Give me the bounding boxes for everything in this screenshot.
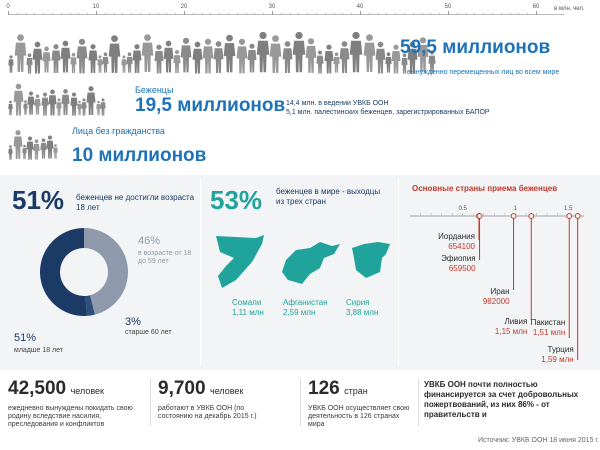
origin-country-value: 3,88 млн — [346, 308, 379, 317]
ruler-tick-label: 40 — [356, 4, 364, 10]
displaced-label: вынужденно перемещенных лиц во всем мире — [407, 69, 560, 76]
ruler-minor-tick — [175, 13, 176, 15]
host-axis-tick-label: 0.5 — [458, 206, 467, 212]
host-country-value: 1,15 млн — [494, 327, 528, 336]
ruler-tick-label: 10 — [92, 4, 100, 10]
ruler-minor-tick — [26, 13, 27, 15]
donut-slice-children — [40, 228, 87, 316]
host-country-name: Пакистан — [530, 318, 566, 327]
person-silhouette-icon — [42, 45, 51, 74]
stat4-text: УВКБ ООН почти полностью финансируется за счет добровольных пожертвований, из них 86% - от правительств и — [424, 380, 579, 419]
stat-divider-3 — [418, 378, 419, 426]
ruler-tick — [96, 11, 97, 15]
host-country-dot — [477, 214, 482, 219]
ruler-minor-tick — [78, 13, 79, 15]
host-title: Основные страны приема беженцев — [412, 184, 558, 193]
refugees-note-2: 5,1 млн. палестинских беженцев, зарегистрированных БАПОР — [286, 109, 490, 116]
age-donut-chart — [38, 226, 130, 318]
host-country-value: 1,59 млн — [541, 355, 574, 364]
origin-country-value: 1,11 млн — [232, 308, 264, 317]
person-silhouette-icon — [61, 88, 70, 116]
host-country-name: Турция — [547, 345, 574, 354]
person-silhouette-icon — [180, 36, 192, 74]
person-silhouette-icon — [76, 38, 88, 74]
ruler-minor-tick — [298, 13, 299, 15]
ruler-ticks — [8, 4, 564, 18]
ruler-tick — [536, 11, 537, 15]
age-label: беженцев не достигли возраста 18 лет — [76, 193, 195, 212]
stat-divider-1 — [150, 378, 151, 426]
stat3-unit: стран — [344, 386, 368, 396]
ruler-minor-tick — [158, 13, 159, 15]
host-country-name: Иран — [490, 287, 510, 296]
ruler-minor-tick — [281, 13, 282, 15]
displaced-value: 59,5 миллионов — [400, 37, 551, 58]
ruler-tick-label: 0 — [6, 4, 10, 10]
scale-ruler — [8, 4, 596, 18]
refugees-value: 19,5 миллионов — [135, 95, 286, 116]
ruler-minor-tick — [386, 13, 387, 15]
stateless-people-silhouettes — [8, 128, 57, 160]
somalia-map-icon — [212, 232, 268, 292]
ruler-minor-tick — [202, 13, 203, 15]
person-silhouette-icon — [292, 30, 306, 74]
displaced-people-silhouettes — [8, 30, 436, 74]
origin-country-name: Сирия — [346, 298, 370, 307]
ruler-minor-tick — [70, 13, 71, 15]
ruler-minor-tick — [52, 13, 53, 15]
person-silhouette-icon — [141, 32, 154, 74]
age-children-percent: 51% — [14, 332, 37, 344]
ruler-minor-tick — [466, 13, 467, 15]
age-adults-label: в возрасте от 18 до 59 лет — [138, 250, 192, 265]
host-country-name: Эфиопия — [441, 254, 476, 263]
origin-percent: 53% — [210, 185, 263, 215]
stat3-text: УВКБ ООН осуществляет свою деятельность в 126 странах мира — [308, 405, 410, 428]
host-country-value: 654100 — [448, 242, 475, 251]
host-country-name: Иордания — [438, 232, 475, 241]
refugee-people-silhouettes — [8, 82, 105, 116]
ruler-minor-tick — [316, 13, 317, 15]
host-country-dot — [575, 214, 580, 219]
age-elderly-percent: 3% — [125, 316, 141, 328]
ruler-tick — [272, 11, 273, 15]
ruler-minor-tick — [193, 13, 194, 15]
ruler-minor-tick — [166, 13, 167, 15]
person-silhouette-icon — [108, 34, 121, 74]
stat-staff — [158, 378, 296, 421]
host-axis-tick-label: 1.5 — [564, 206, 573, 212]
host-axis-tick-label: 1 — [513, 206, 518, 212]
ruler-minor-tick — [518, 13, 519, 15]
stat-funding — [424, 380, 592, 424]
person-silhouette-icon — [316, 50, 324, 74]
ruler-minor-tick — [342, 13, 343, 15]
age-elderly-label: старше 60 лет — [125, 329, 172, 336]
ruler-minor-tick — [483, 13, 484, 15]
ruler-minor-tick — [237, 13, 238, 15]
host-country-dot — [511, 214, 516, 219]
ruler-minor-tick — [122, 13, 123, 15]
person-silhouette-icon — [223, 33, 236, 74]
origin-country-value: 2,59 млн — [283, 308, 316, 317]
ruler-minor-tick — [492, 13, 493, 15]
ruler-minor-tick — [114, 13, 115, 15]
divider-2 — [398, 178, 399, 366]
ruler-minor-tick — [351, 13, 352, 15]
ruler-tick-label: 20 — [180, 4, 188, 10]
ruler-unit: в млн. чел. — [554, 6, 585, 12]
stat1-unit: человек — [70, 386, 104, 396]
host-country-value: 659500 — [448, 264, 476, 273]
age-percent: 51% — [12, 185, 65, 215]
origin-country-name: Афганистан — [283, 298, 328, 307]
host-country-value: 1,51 млн — [532, 328, 566, 337]
person-silhouette-icon — [53, 143, 58, 160]
ruler-minor-tick — [404, 13, 405, 15]
ruler-minor-tick — [105, 13, 106, 15]
ruler-minor-tick — [210, 13, 211, 15]
ruler-minor-tick — [422, 13, 423, 15]
stat1-value: 42,500 — [8, 378, 67, 399]
person-silhouette-icon — [349, 30, 363, 74]
afghanistan-map-icon — [280, 240, 342, 286]
ruler-minor-tick — [263, 13, 264, 15]
ruler-minor-tick — [378, 13, 379, 15]
origin-country-name: Сомали — [232, 298, 262, 307]
ruler-tick — [448, 11, 449, 15]
ruler-minor-tick — [228, 13, 229, 15]
stat1-text: ежедневно вынуждены покидать свою родину вследствие насилия, преследования и конфликтов — [8, 405, 133, 428]
stat-countries — [308, 378, 416, 429]
ruler-minor-tick — [457, 13, 458, 15]
person-silhouette-icon — [33, 139, 40, 160]
stateless-value: 10 миллионов — [72, 145, 207, 166]
ruler-minor-tick — [87, 13, 88, 15]
ruler-minor-tick — [369, 13, 370, 15]
refugees-note-1: 14,4 млн. в ведении УВКБ ООН — [286, 100, 389, 107]
stateless-label: Лица без гражданства — [72, 126, 165, 136]
ruler-minor-tick — [34, 13, 35, 15]
ruler-tick-label: 30 — [268, 4, 276, 10]
stat3-value: 126 — [308, 378, 340, 399]
ruler-minor-tick — [413, 13, 414, 15]
person-silhouette-icon — [34, 93, 41, 116]
ruler-minor-tick — [307, 13, 308, 15]
person-silhouette-icon — [256, 30, 270, 74]
ruler-tick — [8, 11, 9, 15]
ruler-minor-tick — [395, 13, 396, 15]
ruler-minor-tick — [43, 13, 44, 15]
ruler-minor-tick — [501, 13, 502, 15]
person-silhouette-icon — [86, 85, 96, 116]
ruler-minor-tick — [474, 13, 475, 15]
host-country-dot — [567, 214, 572, 219]
ruler-tick — [360, 11, 361, 15]
ruler-minor-tick — [439, 13, 440, 15]
syria-map-icon — [348, 240, 392, 280]
divider-1 — [200, 178, 201, 366]
stat2-unit: человек — [210, 386, 244, 396]
person-silhouette-icon — [100, 98, 106, 116]
age-adults-percent: 46% — [138, 235, 161, 247]
host-country-value: 982000 — [482, 297, 510, 306]
ruler-minor-tick — [17, 13, 18, 15]
ruler-minor-tick — [140, 13, 141, 15]
ruler-minor-tick — [254, 13, 255, 15]
ruler-minor-tick — [510, 13, 511, 15]
stat-divider-2 — [300, 378, 301, 426]
ruler-minor-tick — [334, 13, 335, 15]
ruler-minor-tick — [219, 13, 220, 15]
ruler-minor-tick — [131, 13, 132, 15]
host-country-dot — [529, 214, 534, 219]
source-note: Источник: УВКБ ООН 18 июня 2015 г. — [478, 437, 600, 444]
age-children-label: младше 18 лет — [14, 347, 64, 354]
ruler-tick-label: 50 — [444, 4, 452, 10]
ruler-minor-tick — [149, 13, 150, 15]
ruler-tick — [184, 11, 185, 15]
host-country-name: Ливия — [504, 317, 528, 326]
person-silhouette-icon — [269, 34, 282, 74]
ruler-minor-tick — [527, 13, 528, 15]
ruler-minor-tick — [290, 13, 291, 15]
ruler-minor-tick — [325, 13, 326, 15]
stat2-value: 9,700 — [158, 378, 206, 399]
stat-daily-displaced — [8, 378, 148, 429]
origin-label: беженцев в мире - выходцы из трех стран — [276, 187, 381, 206]
refugees-label: Беженцы — [135, 85, 174, 95]
ruler-tick-label: 60 — [532, 4, 540, 10]
ruler-minor-tick — [61, 13, 62, 15]
ruler-minor-tick — [430, 13, 431, 15]
ruler-minor-tick — [246, 13, 247, 15]
stat2-text: работают в УВКБ ООН (по состоянию на декабрь 2015 г.) — [158, 405, 257, 420]
